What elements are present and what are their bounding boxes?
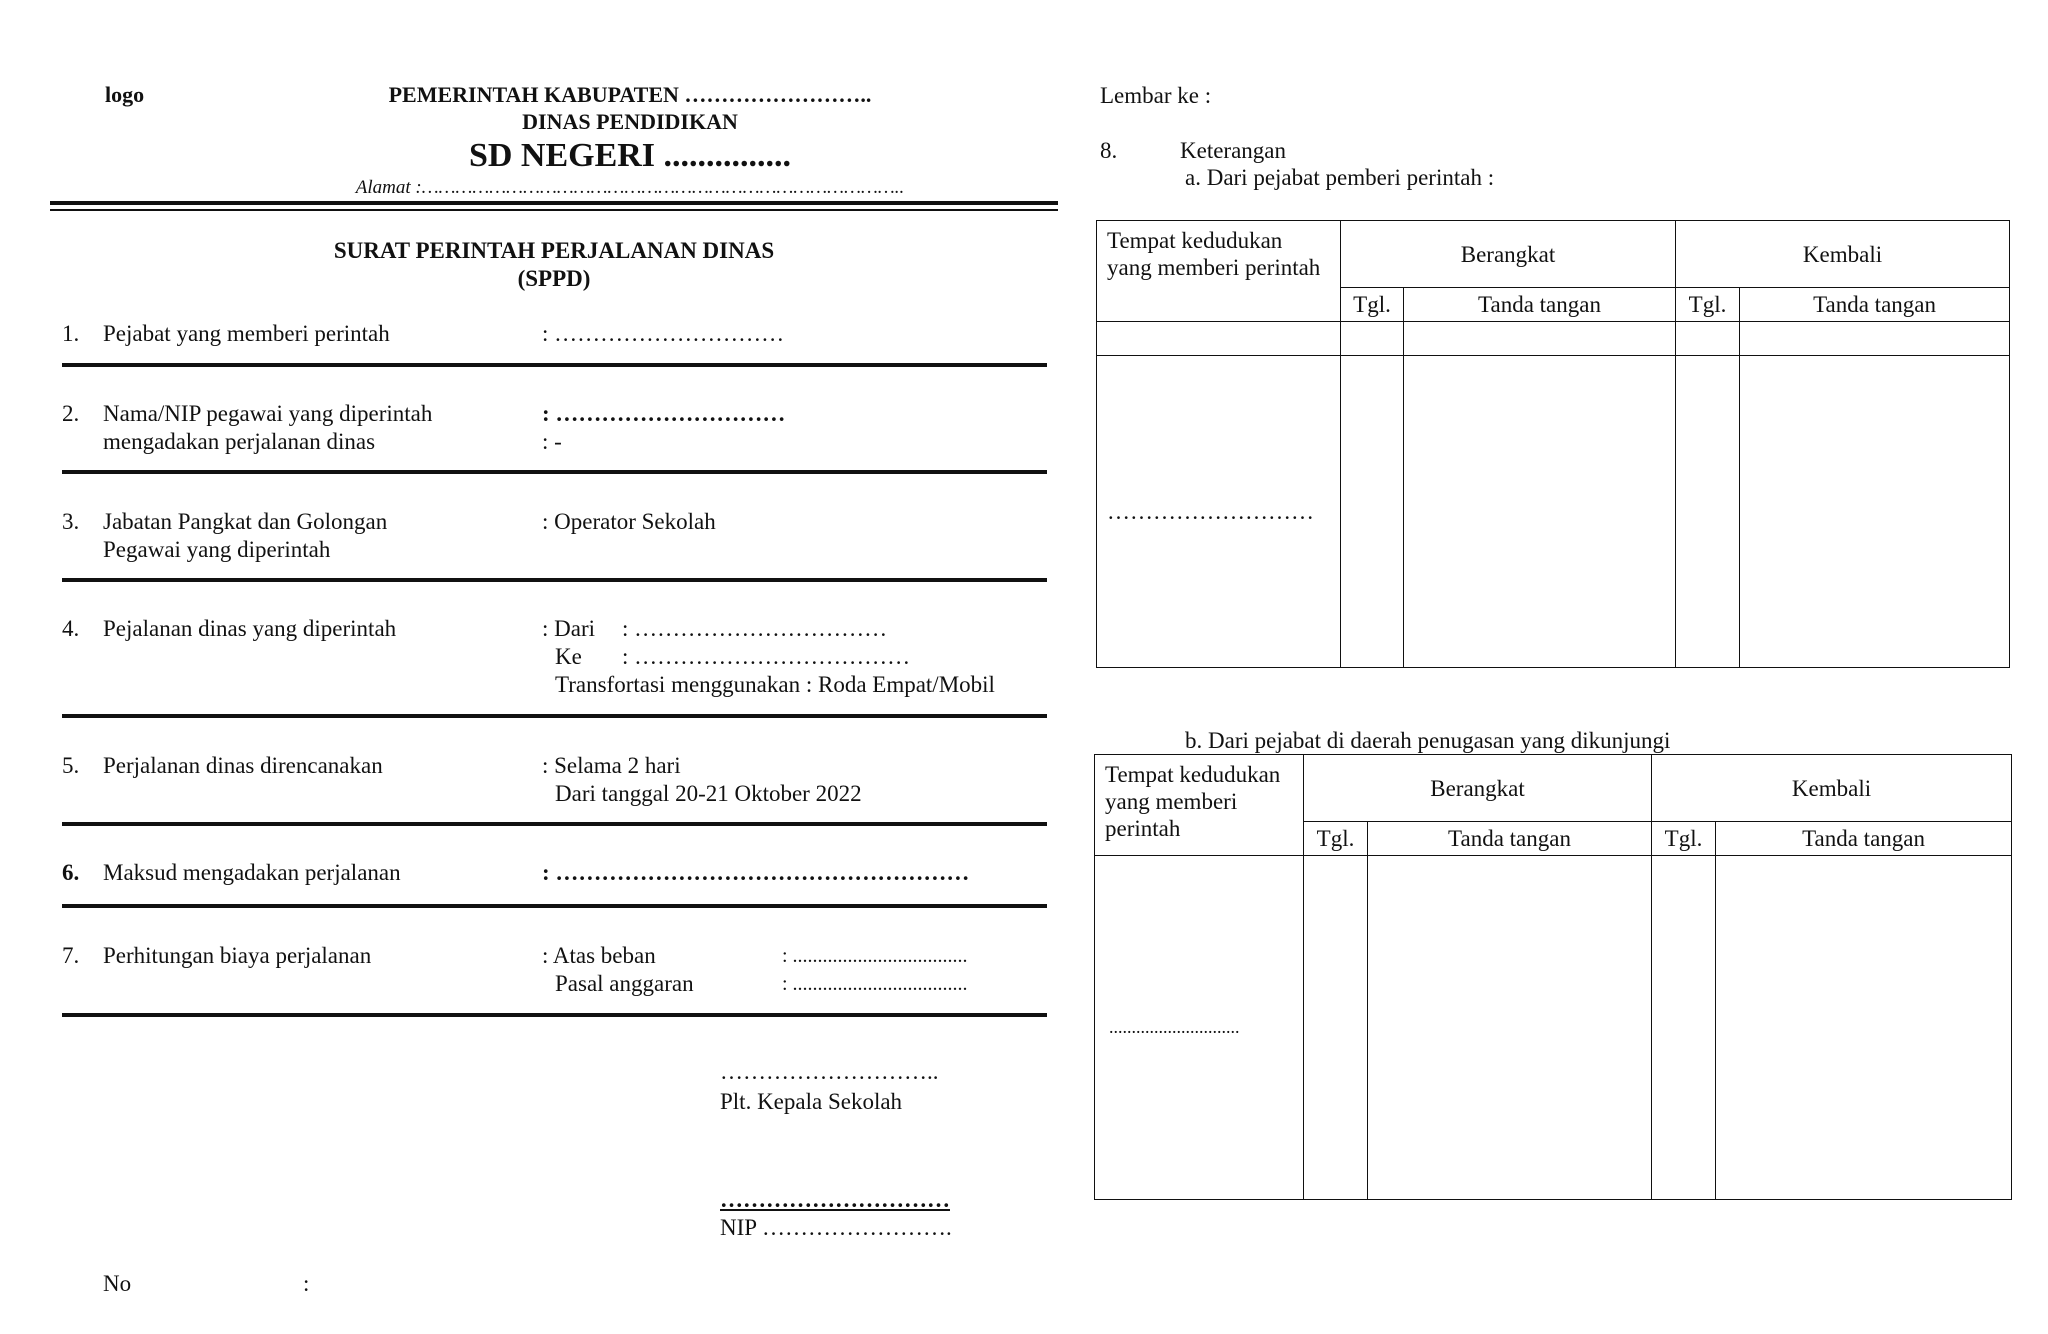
table-a-depart-date-header: Tgl. [1341,288,1404,322]
separator-2 [62,470,1047,474]
document-title: SURAT PERINTAH PERJALANAN DINAS [333,238,775,263]
item-3-value[interactable]: : Operator Sekolah [542,509,716,534]
item-3-number: 3. [62,509,80,534]
item-4-from-value[interactable]: : …………………………… [622,616,888,641]
address-line: Alamat :………………………………………………………………………….. [355,177,905,198]
table-a-spacer-cell [1341,322,1404,356]
item-7-budget-label: : Atas beban [542,943,656,968]
separator-3 [62,578,1047,582]
item-7-number: 7. [62,943,80,968]
item-6-label: Maksud mengadakan perjalanan [103,860,401,885]
table-a-spacer-cell [1097,322,1341,356]
table-a-return-date-cell[interactable] [1676,356,1740,668]
item-4-label: Pejalanan dinas yang diperintah [103,616,397,641]
item-7-article-value[interactable]: : ................................... [782,973,968,995]
table-a-return-header: Kembali [1676,221,2010,288]
letterhead-rule-thin [50,209,1058,211]
table-a-return-sign-header: Tanda tangan [1740,288,2010,322]
logo-placeholder: logo [105,82,145,107]
department-line: DINAS PENDIDIKAN [522,109,738,134]
item-5-duration[interactable]: : Selama 2 hari [542,753,681,778]
item-4-to-label: Ke [555,644,582,669]
number-label: No [103,1271,132,1296]
item-4-from-label: : Dari [542,616,596,641]
item-4-transport[interactable]: Transfortasi menggunakan : Roda Empat/Mobil [555,672,995,697]
table-b-return-sign-header: Tanda tangan [1716,822,2012,856]
section-8-title: Keterangan [1180,138,1286,163]
item-2-label-line1: Nama/NIP pegawai yang diperintah [103,401,433,426]
section-8-number: 8. [1100,138,1118,163]
table-a-issuer [1096,220,2010,668]
table-b-depart-header: Berangkat [1304,755,1652,822]
number-colon[interactable]: : [303,1271,310,1296]
item-5-number: 5. [62,753,80,778]
table-a-depart-sign-header: Tanda tangan [1404,288,1676,322]
separator-1 [62,363,1047,367]
table-b-depart-sign-header: Tanda tangan [1368,822,1652,856]
signature-name[interactable]: ………………………… [720,1187,950,1212]
signature-nip[interactable]: NIP ……………………. [720,1215,952,1240]
table-a-depart-sign-cell[interactable] [1404,356,1676,668]
separator-5 [62,822,1047,826]
table-a-place-value[interactable]: ……………………… [1097,356,1341,668]
subsection-b-title: b. Dari pejabat di daerah penugasan yang dikunjungi [1185,728,1671,753]
signature-place-date[interactable]: ……………………….. [720,1059,939,1084]
item-2-number: 2. [62,401,80,426]
item-1-label: Pejabat yang memberi perintah [103,321,390,346]
item-1-number: 1. [62,321,80,346]
table-b-depart-date-cell[interactable] [1304,856,1368,1200]
table-b-return-date-cell[interactable] [1652,856,1716,1200]
item-7-article-label: Pasal anggaran [555,971,694,996]
table-b-place-header: Tempat kedudukan yang memberi perintah [1095,755,1304,856]
item-4-number: 4. [62,616,80,641]
item-4-to-value[interactable]: : ……………………………… [622,644,911,669]
item-7-budget-value[interactable]: : ................................... [782,945,968,967]
table-b-return-sign-cell[interactable] [1716,856,2012,1200]
separator-4 [62,714,1047,718]
separator-6 [62,904,1047,908]
subsection-a-title: a. Dari pejabat pemberi perintah : [1185,165,1495,190]
table-b-destination [1094,754,2012,1200]
table-b-place-value[interactable]: ............................. [1095,856,1304,1200]
school-name: SD NEGERI ............... [468,137,792,174]
government-line: PEMERINTAH KABUPATEN …………………….. [388,82,872,107]
sheet-number-label[interactable]: Lembar ke : [1100,83,1212,108]
letterhead-rule-thick [50,201,1058,205]
item-6-value[interactable]: : ……………………………………………… [542,860,970,885]
item-6-number: 6. [62,860,80,885]
table-a-spacer-cell [1404,322,1676,356]
table-b-return-date-header: Tgl. [1652,822,1716,856]
item-1-value[interactable]: : ………………………… [542,321,785,346]
document-subtitle: (SPPD) [517,266,591,291]
item-5-label: Perjalanan dinas direncanakan [103,753,383,778]
table-a-spacer-cell [1676,322,1740,356]
table-a-return-date-header: Tgl. [1676,288,1740,322]
table-b-return-header: Kembali [1652,755,2012,822]
table-a-depart-header: Berangkat [1341,221,1676,288]
signature-role: Plt. Kepala Sekolah [720,1089,903,1114]
item-3-label-line2: Pegawai yang diperintah [103,537,331,562]
item-3-label-line1: Jabatan Pangkat dan Golongan [103,509,388,534]
table-b-depart-date-header: Tgl. [1304,822,1368,856]
table-a-depart-date-cell[interactable] [1341,356,1404,668]
table-a-place-header: Tempat kedudukan yang memberi perintah [1097,221,1341,322]
table-a-return-sign-cell[interactable] [1740,356,2010,668]
item-2-value-nip[interactable]: : - [542,429,562,454]
table-b-depart-sign-cell[interactable] [1368,856,1652,1200]
item-2-label-line2: mengadakan perjalanan dinas [103,429,376,454]
table-a-spacer-cell [1740,322,2010,356]
item-5-dates[interactable]: Dari tanggal 20-21 Oktober 2022 [555,781,862,806]
separator-7 [62,1013,1047,1017]
item-2-value-name[interactable]: : ………………………… [542,401,786,426]
item-7-label: Perhitungan biaya perjalanan [103,943,372,968]
